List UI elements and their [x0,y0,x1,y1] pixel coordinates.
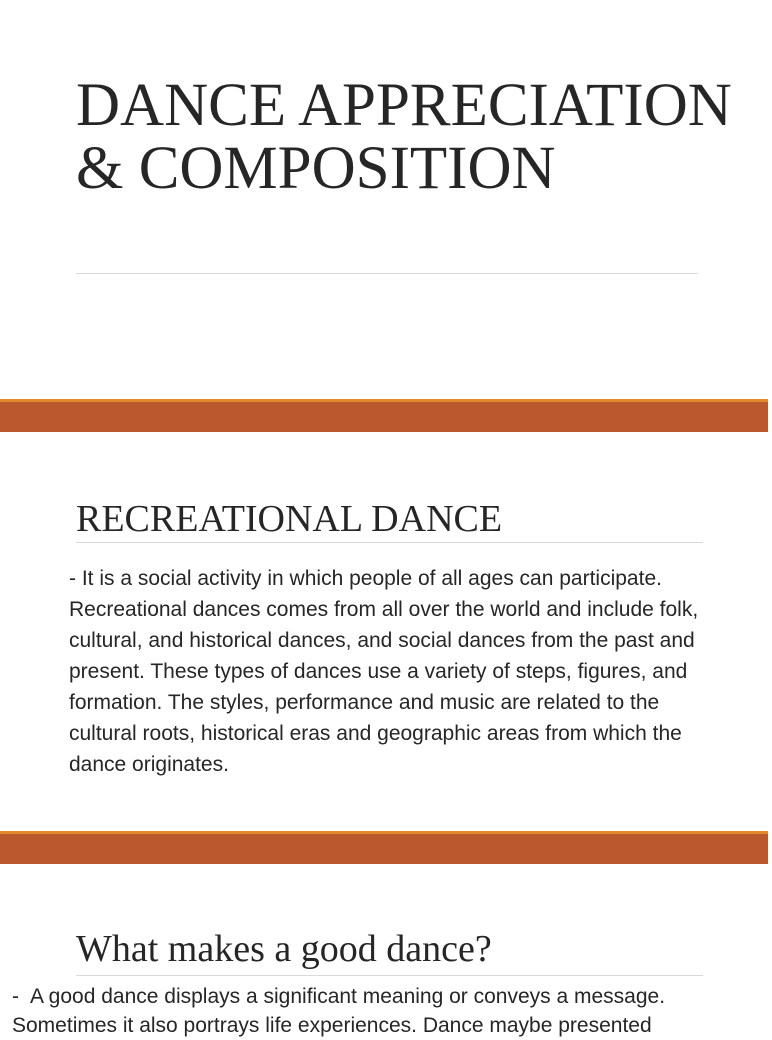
slide-title [0,0,768,399]
recreational-dance-body: - It is a social activity in which people of all ages can participate. Recreational dances comes from all over the world and include folk, cultural, and historical dances, and social dances from the past and present. These types of dances use a variety of steps, figures, and formation. The styles, performance and music are related to the cultural roots, historical eras and geographic areas from which the dance originates. [69,567,699,776]
slide-recreational-dance [0,432,768,832]
good-dance-body [12,982,772,1040]
slide-separator [0,831,768,864]
slide-good-dance [0,864,768,1037]
title-underline [76,273,698,274]
slide-separator [0,399,768,432]
heading-underline [76,542,703,543]
heading-underline [76,975,703,976]
good-dance-heading: What makes a good dance? [76,928,492,970]
bullet-dash: - [12,985,19,1008]
recreational-dance-heading: RECREATIONAL DANCE [76,498,503,540]
slide-title-heading: DANCE APPRECIATION & COMPOSITION [76,72,732,202]
good-dance-body-text: A good dance displays a significant meaning or conveys a message. Sometimes it also portrays life experiences. Dance maybe presented [12,985,666,1037]
